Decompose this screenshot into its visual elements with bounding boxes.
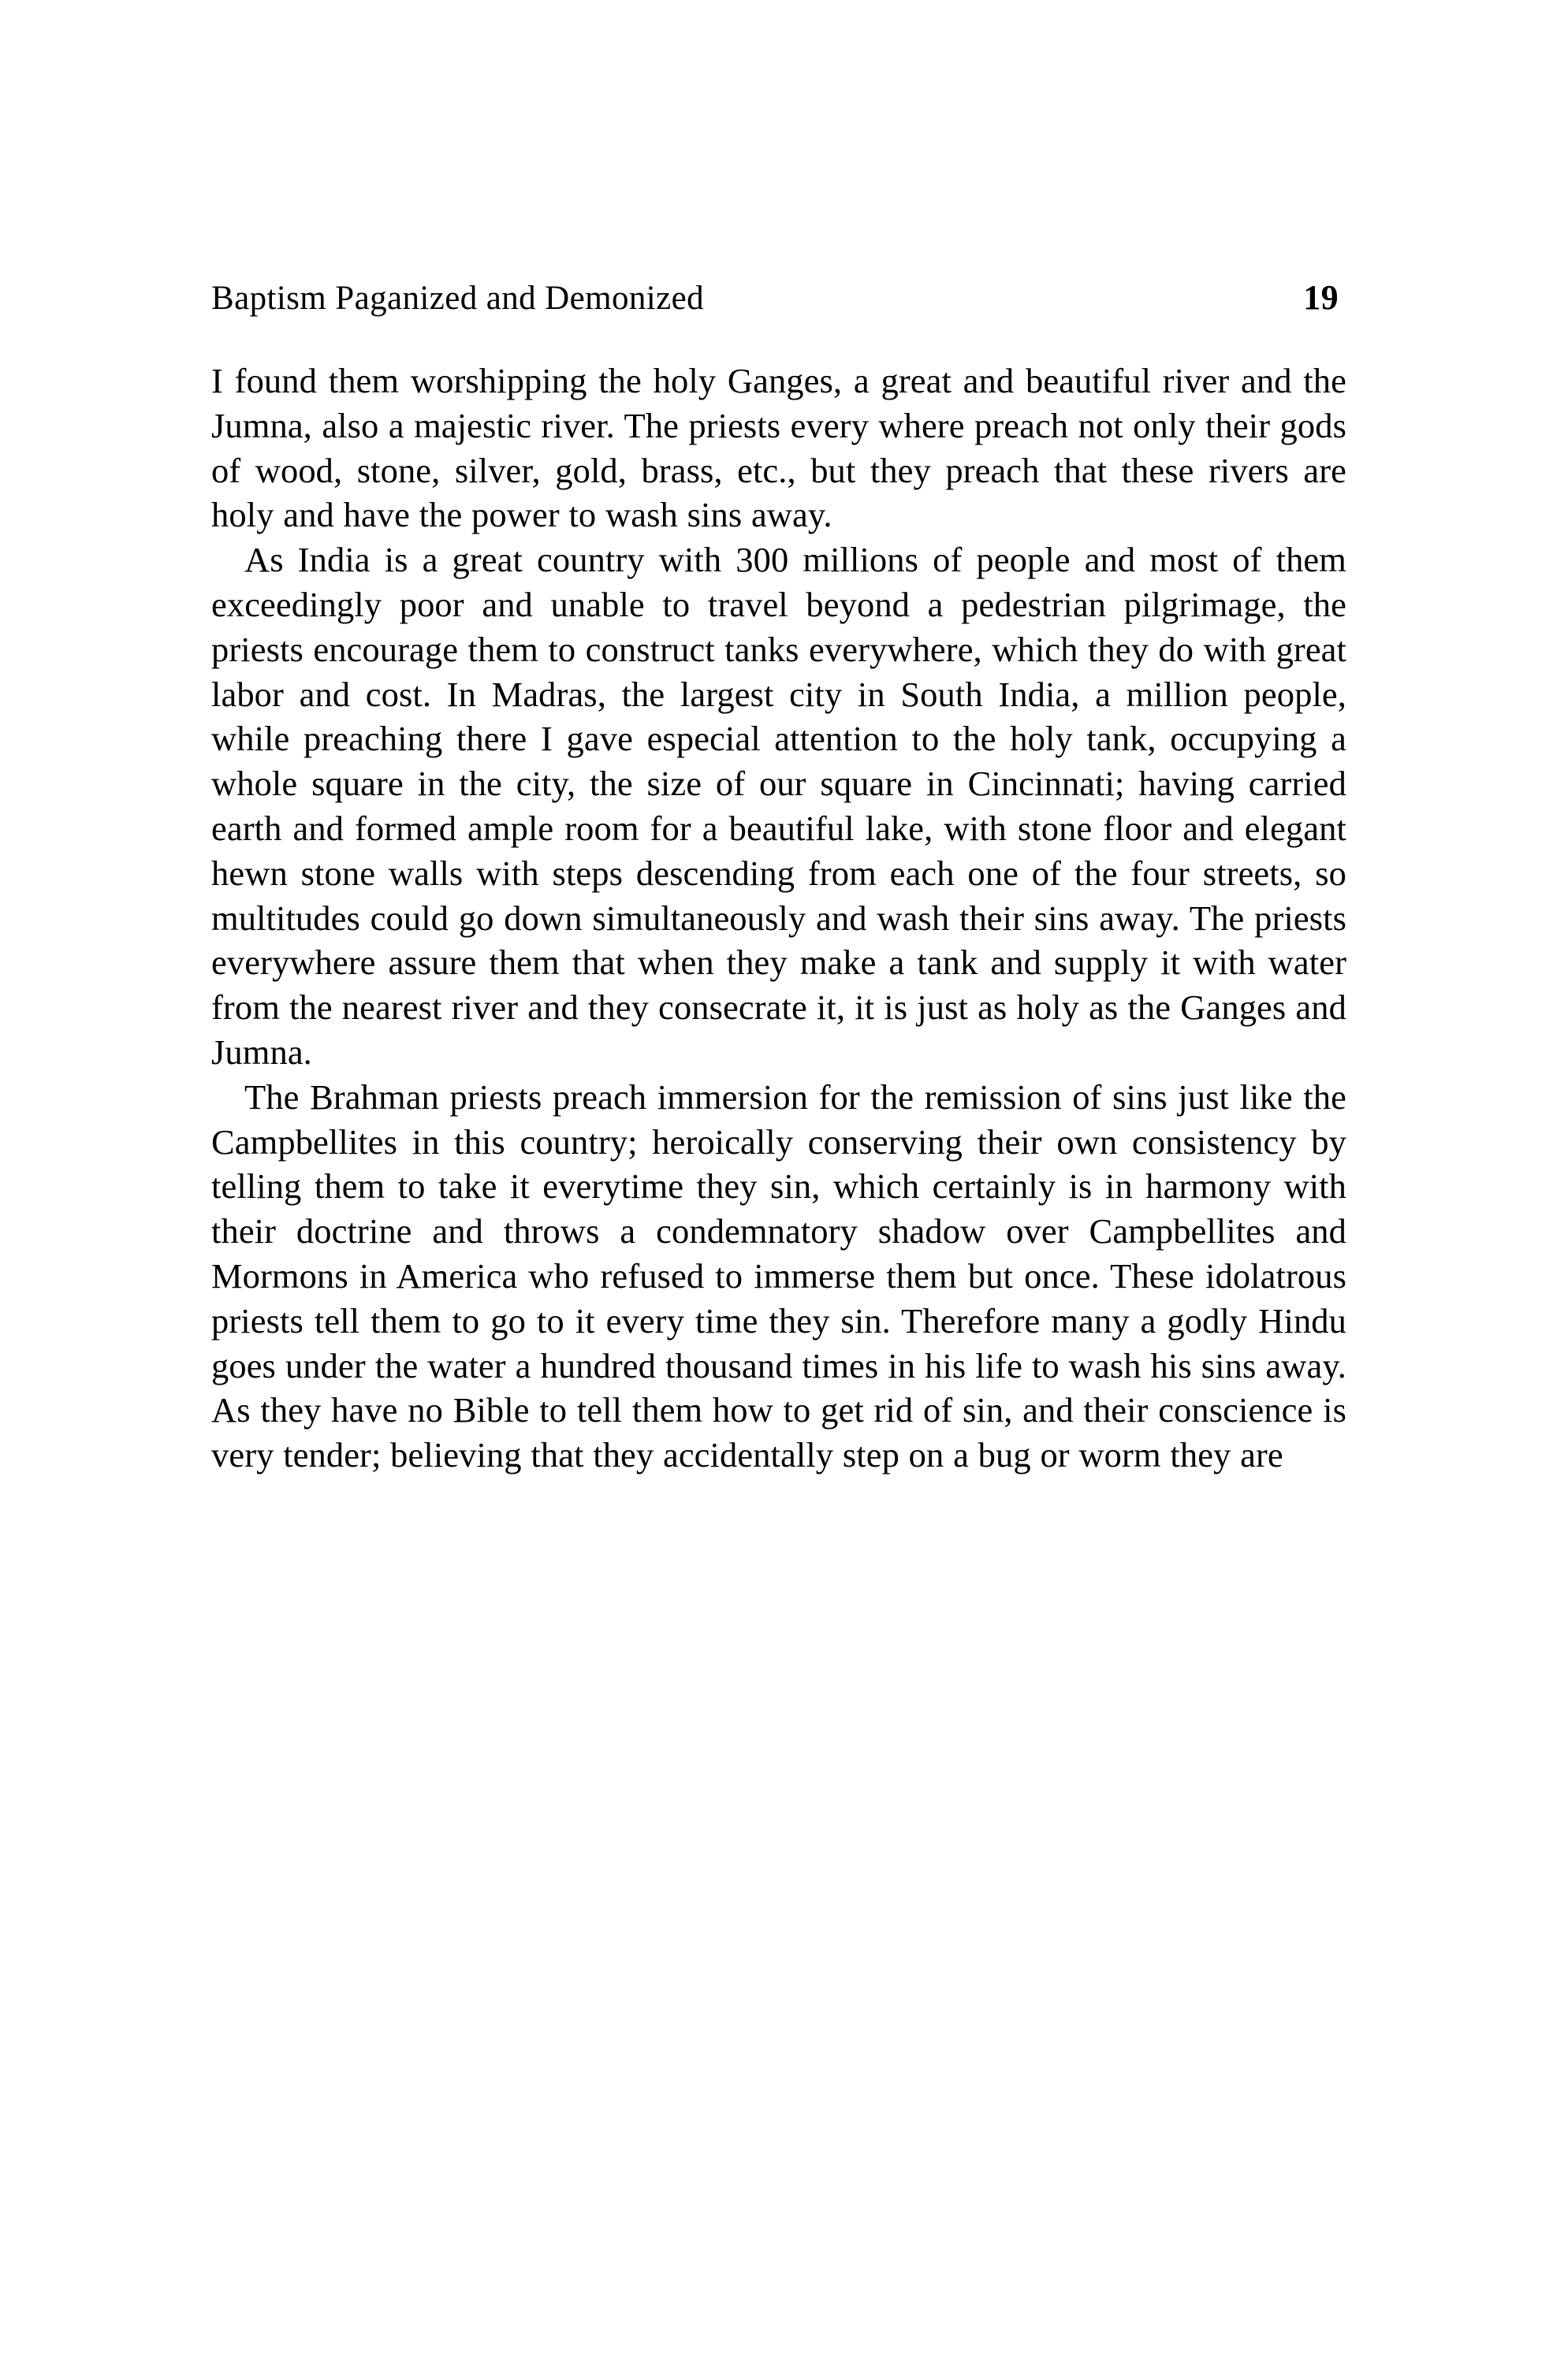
paragraph-2: As India is a great country with 300 millions of people and most of them exceedingly poor and unable to travel beyond a pedestrian pilgrimage, the priests encourage them to construct tanks everywhere, which they do with great labor and cost. In Madras, the largest city in South India, a million people, while preaching there I gave especial attention to the holy tank, occupying a whole square in the city, the size of our square in Cincinnati; having carried earth and formed ample room for a beautiful lake, with stone floor and elegant hewn stone walls with steps descending from each one of the four streets, so multitudes could go down simultaneously and wash their sins away. The priests everywhere assure them that when they make a tank and supply it with water from the nearest river and they consecrate it, it is just as holy as the Ganges and Jumna. [211, 540, 1346, 1072]
paragraph-3: The Brahman priests preach immersion for the remission of sins just like the Campbellites in this country; heroically conserving their own consistency by telling them to take it everytime they sin, which certainly is in harmony with their doctrine and throws a condemnatory shadow over Campbellites and Mormons in America who refused to immerse them but once. These idolatrous priests tell them to go to it every time they sin. Therefore many a godly Hindu goes under the water a hundred thousand times in his life to wash his sins away. As they have no Bible to tell them how to get rid of sin, and their conscience is very tender; believing that they accidentally step on a bug or worm they are [211, 1077, 1346, 1475]
running-head-title: Baptism Paganized and Demonized [211, 280, 704, 317]
page-content [211, 277, 1346, 1478]
running-head [211, 277, 1346, 318]
page-number: 19 [1303, 278, 1339, 317]
body-text [211, 359, 1346, 1478]
paragraph-1: I found them worshipping the holy Ganges, a great and beautiful river and the Jumna, also a majestic river. The priests every where preach not only their gods of wood, stone, silver, gold, brass, etc., but they preach that these rivers are holy and have the power to wash sins away. [211, 361, 1346, 535]
